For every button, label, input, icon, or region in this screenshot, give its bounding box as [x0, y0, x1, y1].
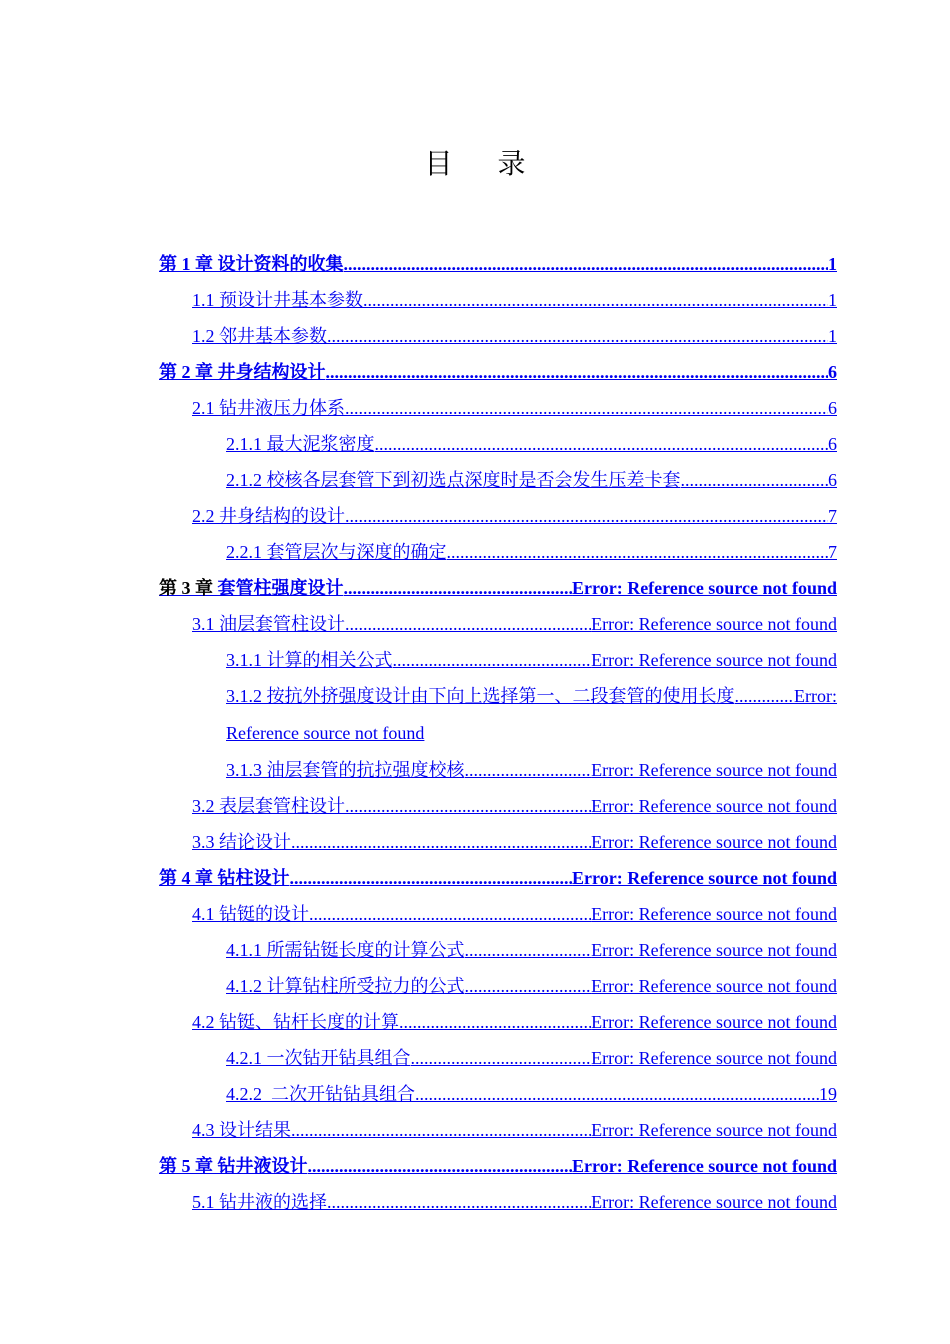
toc-leader-dots [344, 570, 573, 606]
toc-entry-label: 4.2.1 一次钻开钻具组合 [226, 1048, 411, 1068]
toc-entry-label: 套管柱强度设计 [217, 578, 344, 598]
toc-entry-label: 4.1.2 计算钻柱所受拉力的公式 [226, 976, 465, 996]
toc-entry-label: 第 5 章 钻井液设计 [159, 1156, 308, 1176]
toc-page-number: Error: [794, 686, 837, 706]
toc-leader-dots [345, 606, 591, 642]
toc-page-number: 19 [819, 1084, 837, 1104]
toc-entry-label: 第 2 章 井身结构设计 [159, 362, 326, 382]
toc-entry-22[interactable] [159, 1040, 837, 1076]
toc-entry-13[interactable] [159, 678, 837, 752]
toc-leader-dots [345, 788, 591, 824]
toc-leader-dots [309, 896, 591, 932]
toc-page-number: Error: Reference source not found [591, 904, 837, 924]
toc-entry-23[interactable] [159, 1076, 837, 1112]
toc-entry-label: 4.1.1 所需钻铤长度的计算公式 [226, 940, 465, 960]
toc-entry-label: 5.1 钻井液的选择 [192, 1192, 327, 1212]
toc-page-number: Error: Reference source not found [591, 1012, 837, 1032]
toc-page-number: 1 [828, 254, 837, 274]
toc-page-number: Error: Reference source not found [591, 1048, 837, 1068]
toc-page-number: 7 [828, 542, 837, 562]
toc-leader-dots [308, 1148, 573, 1184]
toc-leader-dots [465, 752, 592, 788]
toc-entry-label: 2.2.1 套管层次与深度的确定 [226, 542, 447, 562]
toc-leader-dots [290, 860, 573, 896]
toc-page-number: 6 [828, 470, 837, 490]
toc-page-number: Error: Reference source not found [572, 578, 837, 598]
toc-leader-dots [465, 968, 592, 1004]
toc-leader-dots [681, 462, 829, 498]
toc-leader-dots [363, 282, 828, 318]
toc-entry-label: 2.1 钻井液压力体系 [192, 398, 345, 418]
toc-leader-dots [375, 426, 829, 462]
toc-entry-1[interactable] [159, 246, 837, 282]
toc-page-number: Error: Reference source not found [591, 940, 837, 960]
toc-entry-label: 2.1.1 最大泥浆密度 [226, 434, 375, 454]
toc-entry-label: 3.2 表层套管柱设计 [192, 796, 345, 816]
toc-entry-16[interactable] [159, 824, 837, 860]
toc-leader-dots [465, 932, 592, 968]
toc-entry-label: 3.1.3 油层套管的抗拉强度校核 [226, 760, 465, 780]
toc-entry-21[interactable] [159, 1004, 837, 1040]
toc-page-number: Error: Reference source not found [591, 1192, 837, 1212]
toc-page-number: Error: Reference source not found [591, 832, 837, 852]
toc-entry-10[interactable] [159, 570, 837, 606]
toc-entry-label: 4.2 钻铤、钻杆长度的计算 [192, 1012, 399, 1032]
toc-entry-7[interactable] [159, 462, 837, 498]
toc-entry-label: 3.1 油层套管柱设计 [192, 614, 345, 634]
toc-entry-label: 3.1.1 计算的相关公式 [226, 650, 393, 670]
toc-page-number: Error: Reference source not found [572, 1156, 837, 1176]
toc-entry-20[interactable] [159, 968, 837, 1004]
toc-leader-dots [344, 246, 829, 282]
toc-entry-label: 第 4 章 钻柱设计 [159, 868, 290, 888]
toc-entry-2[interactable] [159, 282, 837, 318]
toc-leader-dots [345, 498, 828, 534]
toc-leader-dots [415, 1076, 819, 1112]
toc-leader-dots [735, 678, 795, 714]
toc-entry-label: 4.1 钻铤的设计 [192, 904, 309, 924]
toc-page-number: Error: Reference source not found [572, 868, 837, 888]
toc-entry-3[interactable] [159, 318, 837, 354]
toc-entry-label: 2.1.2 校核各层套管下到初选点深度时是否会发生压差卡套 [226, 470, 681, 490]
toc-entry-label: 2.2 井身结构的设计 [192, 506, 345, 526]
toc-leader-dots [411, 1040, 592, 1076]
toc-page-number: Error: Reference source not found [591, 650, 837, 670]
toc-leader-dots [326, 354, 829, 390]
toc-leader-dots [345, 390, 828, 426]
toc-leader-dots [327, 1184, 591, 1220]
toc-entry-label: 1.2 邻井基本参数 [192, 326, 327, 346]
toc-leader-dots [393, 642, 592, 678]
toc-entry-26[interactable] [159, 1184, 837, 1220]
toc-entry-label: 4.2.2 二次开钻钻具组合 [226, 1084, 415, 1104]
toc-page-number: 6 [828, 362, 837, 382]
toc-leader-dots [291, 1112, 591, 1148]
toc-entry-11[interactable] [159, 606, 837, 642]
toc-page-number: Error: Reference source not found [591, 1120, 837, 1140]
toc-entry-4[interactable] [159, 354, 837, 390]
toc-entry-9[interactable] [159, 534, 837, 570]
toc-entry-label: 3.3 结论设计 [192, 832, 291, 852]
toc-entry-8[interactable] [159, 498, 837, 534]
toc-leader-dots [447, 534, 829, 570]
toc-page-number: 6 [828, 434, 837, 454]
toc-leader-dots [327, 318, 828, 354]
toc-entry-label: 1.1 预设计井基本参数 [192, 290, 363, 310]
toc-entry-label: 第 1 章 设计资料的收集 [159, 254, 344, 274]
toc-entry-25[interactable] [159, 1148, 837, 1184]
toc-entry-12[interactable] [159, 642, 837, 678]
toc-page-number: Error: Reference source not found [591, 796, 837, 816]
toc-entry-continuation: Reference source not found [226, 723, 425, 743]
toc-entry-prefix: 第 3 章 [159, 578, 218, 598]
toc-page-number: 6 [828, 398, 837, 418]
toc-entry-17[interactable] [159, 860, 837, 896]
toc-title: 目 录 [424, 147, 544, 180]
toc-leader-dots [291, 824, 591, 860]
toc-entry-6[interactable] [159, 426, 837, 462]
toc-entry-15[interactable] [159, 788, 837, 824]
toc-entry-24[interactable] [159, 1112, 837, 1148]
toc-page-number: Error: Reference source not found [591, 760, 837, 780]
toc-leader-dots [399, 1004, 591, 1040]
toc-page-number: Error: Reference source not found [591, 976, 837, 996]
toc-entry-5[interactable] [159, 390, 837, 426]
table-of-contents [159, 246, 837, 1220]
toc-entry-19[interactable] [159, 932, 837, 968]
toc-entry-label: 4.3 设计结果 [192, 1120, 291, 1140]
toc-page-number: 1 [828, 290, 837, 310]
toc-page-number: Error: Reference source not found [591, 614, 837, 634]
toc-entry-18[interactable] [159, 896, 837, 932]
toc-page-number: 7 [828, 506, 837, 526]
toc-entry-14[interactable] [159, 752, 837, 788]
toc-entry-label: 3.1.2 按抗外挤强度设计由下向上选择第一、二段套管的使用长度 [226, 686, 735, 706]
toc-page-number: 1 [828, 326, 837, 346]
